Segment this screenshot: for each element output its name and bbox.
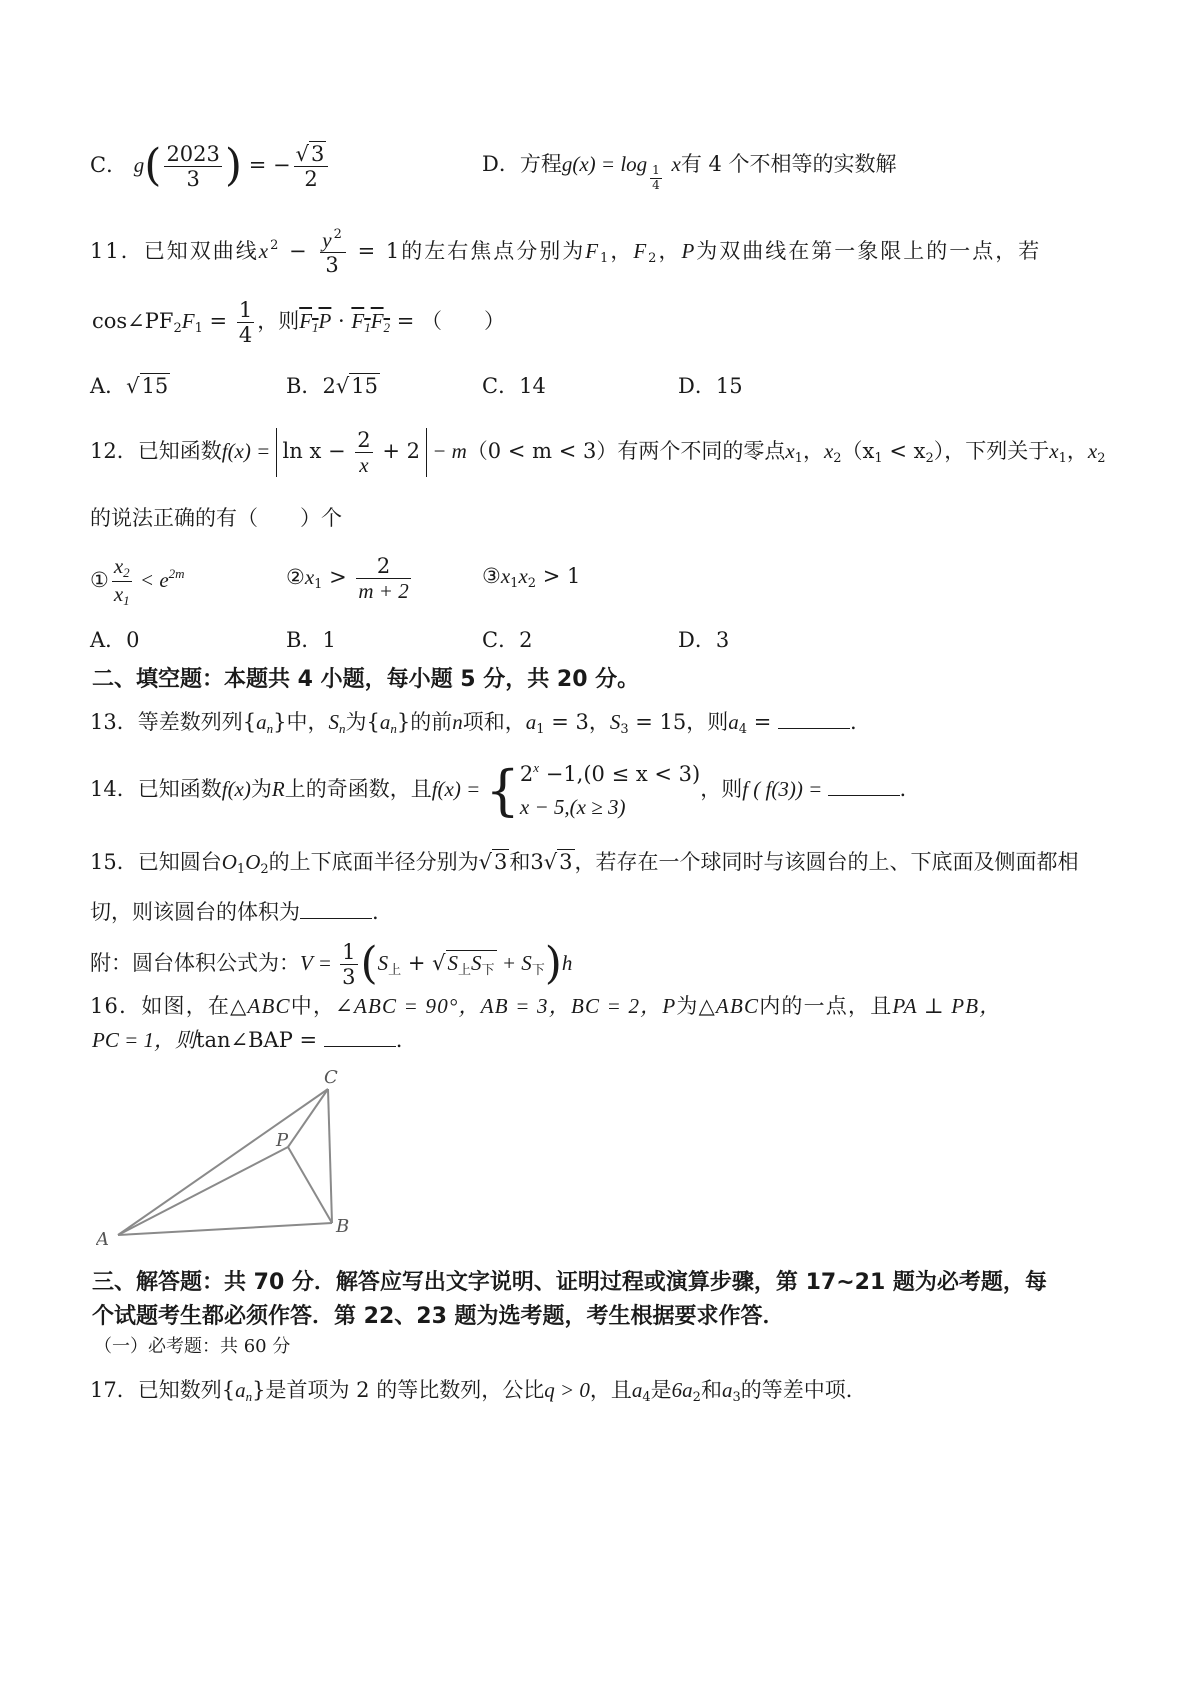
- option-c: [90, 140, 331, 193]
- math-text: O: [221, 850, 237, 874]
- fraction-denominator: m + 2: [358, 579, 409, 604]
- math-text: P: [662, 994, 677, 1018]
- statement-2: $②x_1$ > $\frac{2}{m + 2}$: [286, 554, 409, 604]
- option-label: C．: [482, 628, 520, 652]
- math-text: + S: [496, 950, 532, 975]
- math-text: S: [609, 710, 621, 734]
- label-b: B: [336, 1216, 350, 1237]
- math-text: △ABC: [698, 994, 760, 1018]
- option-label: A．: [90, 628, 127, 652]
- math-text: x: [785, 439, 795, 464]
- statement-1: [90, 554, 185, 609]
- set-brace: }: [396, 710, 411, 734]
- math-text: V =: [300, 950, 338, 975]
- text: ，则: [700, 777, 743, 802]
- question-number: 15．: [90, 850, 138, 874]
- text: 已知数列: [137, 1378, 222, 1402]
- option-a: [90, 628, 140, 653]
- text: 中，: [286, 710, 329, 734]
- fraction: [355, 428, 372, 477]
- vector-f1f2: $F_1F_2$: [351, 309, 391, 336]
- question-17: 17．已知数列$\{a_n\}$是首项为 2 的等比数列，公比q > 0，且$a_4$是$6a_2$和$a_3$的等差中项．: [90, 1378, 867, 1405]
- radicand: 15: [351, 374, 378, 398]
- fraction: [112, 554, 132, 609]
- text: （一）必考题：共 60 分: [94, 1336, 291, 1357]
- radicand: 3: [311, 141, 325, 166]
- subscript: 下: [481, 962, 495, 978]
- math-text: < x: [882, 439, 926, 464]
- fraction-denominator: x: [359, 453, 369, 478]
- set-brace: {: [242, 710, 257, 734]
- option-value: 0: [126, 628, 140, 652]
- option-c: [482, 374, 546, 399]
- question-11-line-1: 11．已知双曲线$x^2$ − $\frac{y^2}{3}$ = 1的左右焦点分别为$F_1$，$F_2$，P为双曲线在第一象限上的一点，若: [90, 227, 1042, 278]
- math-text: S: [447, 950, 459, 975]
- option-label: D．: [678, 628, 716, 652]
- math-text: = 3，: [544, 710, 610, 734]
- fraction-numerator: 2: [357, 428, 371, 452]
- text: ，: [802, 439, 824, 464]
- subscript: 上: [458, 962, 472, 978]
- math-text: f(x) =: [431, 777, 486, 802]
- paren: ): [224, 140, 243, 191]
- section-3-heading-line-2: 个试题考生都必须作答．第 22、23 题为选考题，考生根据要求作答．: [92, 1304, 785, 1329]
- paren: (: [360, 938, 378, 989]
- subscript: 上: [388, 962, 402, 978]
- math-text: x: [113, 581, 124, 606]
- option-d: [678, 374, 743, 399]
- question-16-line-2: [92, 1028, 402, 1053]
- text: ，: [1066, 439, 1088, 464]
- question-number: 16．: [90, 994, 142, 1018]
- math-text: a: [721, 1378, 733, 1402]
- math-text: ln x −: [282, 439, 353, 464]
- math-text: −1,(0 ≤ x < 3): [539, 762, 701, 786]
- statement-mark: ③: [482, 564, 501, 588]
- fraction-numerator: 1: [238, 298, 253, 322]
- exponent: 2m: [168, 565, 185, 581]
- math-text: x: [671, 152, 681, 176]
- question-12-line-1: 12．已知函数f(x) = ln x − $\frac{2}{x}$ + 2 − m（0 < m < 3）有两个不同的零点$x_1$，$x_2(x_1 < x_2)$，下列关于$x_1$，$x_2$: [90, 428, 1106, 478]
- segment-pb: [288, 1147, 332, 1223]
- question-15-line-2: [90, 900, 379, 925]
- math-text: F: [585, 239, 601, 264]
- option-label: B．: [286, 374, 323, 398]
- math-text: F: [299, 309, 313, 334]
- text: 为: [345, 710, 367, 734]
- math-text: a: [525, 710, 537, 734]
- label-a: A: [96, 1229, 109, 1250]
- text: .: [395, 1028, 403, 1052]
- text: = （ ）: [390, 309, 505, 334]
- text: 内的一点，且: [759, 994, 893, 1018]
- fraction: [340, 940, 357, 989]
- math-text: n: [452, 710, 463, 734]
- vector-f1p: $F_1P$: [299, 309, 332, 336]
- segment-pa: [118, 1147, 288, 1235]
- edge-cb: [328, 1089, 332, 1223]
- text: 和: [509, 850, 531, 874]
- set-brace: }: [273, 710, 287, 734]
- math-text: R: [271, 777, 285, 802]
- option-label: C．: [90, 152, 128, 177]
- math-text: O: [245, 850, 261, 874]
- paren: ): [544, 938, 562, 989]
- math-text: BC = 2，: [570, 994, 663, 1018]
- math-text: x: [518, 564, 528, 588]
- fraction-denominator: 4: [652, 178, 660, 192]
- text: 等差数列列: [137, 710, 243, 734]
- math-text: 3: [530, 850, 544, 874]
- option-value: 14: [519, 374, 546, 398]
- text: 项和，: [462, 710, 526, 734]
- math-text: = −: [248, 152, 291, 177]
- math-text: P: [681, 239, 697, 264]
- math-text: − m: [426, 439, 467, 464]
- math-text: x: [823, 439, 834, 464]
- fraction-numerator: $y^2$: [322, 227, 344, 252]
- text: ，: [658, 239, 682, 264]
- answer-blank[interactable]: [300, 904, 372, 919]
- text: 已知函数: [137, 777, 222, 802]
- question-12-line-2: 的说法正确的有（ ）个: [90, 506, 342, 530]
- set-brace: {: [366, 710, 380, 734]
- text: 方程: [519, 152, 562, 176]
- math-text: −: [280, 239, 318, 264]
- fraction-denominator: 3: [325, 253, 341, 278]
- text: ，: [610, 239, 634, 264]
- set-brace: {: [221, 1378, 236, 1402]
- math-text: >: [322, 565, 354, 590]
- segment-pc: [288, 1089, 328, 1147]
- math-text: S: [471, 950, 482, 975]
- math-text: g: [133, 152, 145, 177]
- option-value: 15: [715, 374, 743, 398]
- option-d: [678, 628, 729, 653]
- text: .: [372, 900, 379, 924]
- section-2-heading: 二、填空题：本题共 4 小题，每小题 5 分，共 20 分。: [92, 667, 640, 692]
- math-text: = 1: [348, 239, 402, 264]
- subsection-required: [94, 1336, 290, 1358]
- text: ，若存在一个球同时与该圆台的上、下底面及侧面都相: [574, 850, 1079, 874]
- text: ，则: [257, 309, 300, 334]
- math-text: =: [747, 710, 779, 734]
- question-15-line-1: 15．已知圆台$O_1O_2$的上下底面半径分别为√3和3√3，若存在一个球同时与该圆台的上、下底面及侧面都相: [90, 850, 1079, 877]
- fraction-denominator: 3: [186, 166, 200, 191]
- text: 已知双曲线: [143, 239, 259, 264]
- math-text: 6a: [671, 1378, 693, 1402]
- label-c: C: [324, 1067, 338, 1088]
- radicand: 3: [494, 850, 508, 874]
- fraction: [294, 142, 329, 191]
- case-2: x − 5,(x ≥ 3): [519, 794, 626, 819]
- paren: (: [144, 140, 162, 191]
- fraction-numerator: 2: [356, 554, 410, 579]
- fraction: [237, 298, 254, 347]
- text: 和: [700, 1378, 722, 1402]
- math-text: x: [304, 565, 315, 590]
- math-text: a: [728, 710, 739, 734]
- math-text: f ( f(3)) =: [742, 777, 828, 802]
- text: 有两个不同的零点: [617, 439, 786, 464]
- exponent: x: [533, 760, 540, 775]
- fraction: [320, 228, 346, 277]
- option-value: 3: [715, 628, 730, 652]
- fraction-numerator: $x_2$: [113, 554, 130, 580]
- text: 有 4 个不相等的实数解: [680, 152, 897, 176]
- math-text: = 15，则: [628, 710, 729, 734]
- math-text: q > 0: [544, 1378, 590, 1402]
- math-text: x: [1049, 439, 1059, 464]
- math-text: PC = 1，则: [92, 1028, 197, 1052]
- fraction: [164, 142, 221, 191]
- question-number: 17．: [90, 1378, 138, 1402]
- text: 已知圆台: [137, 850, 222, 874]
- option-label: D．: [482, 152, 520, 176]
- text: 中，: [290, 994, 336, 1018]
- math-text: F: [633, 239, 649, 264]
- case-1: [520, 758, 700, 791]
- set-brace: }: [252, 1378, 266, 1402]
- math-text: S: [377, 950, 389, 975]
- option-label: B．: [286, 628, 323, 652]
- math-text: P: [318, 309, 332, 334]
- answer-blank[interactable]: [828, 781, 900, 796]
- text: 已知函数: [137, 439, 222, 464]
- math-text: ）: [933, 439, 945, 464]
- question-16-line-1: [90, 994, 1001, 1019]
- text: 为双曲线在第一象限上的一点，若: [696, 239, 1042, 264]
- text: 切，则该圆台的体积为: [90, 900, 300, 924]
- absolute-value: [276, 428, 427, 477]
- math-text: < e: [134, 567, 169, 592]
- fraction-numerator: √3: [294, 142, 329, 167]
- option-a: A．√15: [90, 374, 169, 398]
- text: ，下列关于: [944, 439, 1050, 464]
- math-text: x: [113, 554, 124, 578]
- math-text: cos∠PF: [92, 309, 174, 334]
- text: .: [899, 777, 907, 802]
- question-number: 11．: [90, 239, 144, 264]
- option-value: 1: [322, 628, 336, 652]
- answer-blank[interactable]: [324, 1032, 396, 1047]
- fraction-denominator: $x_1$: [113, 581, 130, 608]
- text: 为: [676, 994, 699, 1018]
- math-text: F: [181, 309, 195, 334]
- math-text: ·: [331, 309, 352, 334]
- math-text: + 2: [375, 439, 420, 464]
- math-text: h: [561, 950, 573, 975]
- math-text: AB = 3，: [480, 994, 571, 1018]
- subscript: 下: [531, 962, 545, 978]
- text: 的等差中项．: [740, 1378, 867, 1402]
- question-number: 12．: [90, 439, 138, 464]
- answer-blank[interactable]: [778, 714, 850, 729]
- math-text: （x: [841, 439, 875, 464]
- fraction-denominator: 3: [342, 964, 356, 989]
- question-number: 13．: [90, 710, 138, 734]
- fraction-numerator: 1: [342, 939, 356, 964]
- label-p: P: [276, 1130, 289, 1151]
- radicand: 15: [141, 374, 169, 398]
- condition: （0 < m < 3）: [466, 439, 618, 464]
- math-text: F: [370, 309, 384, 334]
- math-text: y: [322, 228, 334, 252]
- question-14: [90, 758, 906, 823]
- math-text: S: [328, 710, 339, 734]
- radicand: [446, 950, 497, 978]
- option-c: [482, 628, 532, 653]
- text: 是首项为 2 的等比数列，公比: [265, 1378, 545, 1402]
- math-text: > 1: [536, 564, 581, 588]
- question-12-statements: [90, 554, 790, 614]
- text: 的前: [410, 710, 453, 734]
- math-text: ∠ABC = 90°，: [335, 994, 481, 1018]
- option-value: 2: [519, 628, 533, 652]
- statement-mark: ②: [286, 565, 305, 590]
- fraction-numerator: 2023: [166, 141, 220, 166]
- section-3-heading-line-1: 三、解答题：共 70 分．解答应写出文字说明、证明过程或演算步骤，第 17~21 题为必考题，每: [92, 1270, 1047, 1295]
- math-text: △ABC: [230, 994, 291, 1018]
- option-label: A．: [90, 374, 127, 398]
- math-text: F: [351, 309, 365, 334]
- triangle-figure: [96, 1065, 386, 1255]
- question-15-formula: 附：圆台体积公式为：V = $\frac{1}{3}$ $(S_上 + √S_上S_下 + S_下)h$: [90, 938, 573, 989]
- piecewise-cases: [520, 758, 700, 823]
- math-text: g(x) = log: [561, 152, 648, 176]
- text: 如图，在: [141, 994, 231, 1018]
- math-text: a: [235, 1378, 246, 1402]
- option-b: B．2√15: [286, 374, 378, 398]
- math-text: 2: [519, 762, 534, 786]
- math-text: a: [256, 710, 267, 734]
- math-text: a: [631, 1378, 643, 1402]
- math-text: PA ⊥ PB，: [892, 994, 1002, 1018]
- fraction-denominator: 4: [238, 323, 253, 348]
- math-text: +: [401, 950, 433, 975]
- math-text: f(x): [221, 777, 251, 802]
- math-text: a: [379, 710, 391, 734]
- question-number: 14．: [90, 777, 138, 802]
- math-text: x: [1087, 439, 1098, 464]
- edge-ab: [118, 1223, 332, 1235]
- text: 上的奇函数，且: [284, 777, 432, 802]
- fraction-numerator: 1: [652, 163, 660, 178]
- math-text: f(x) =: [221, 439, 276, 464]
- option-label: D．: [678, 374, 716, 398]
- question-13: 13．等差数列列$\{a_n\}$中，$S_n$为$\{a_n\}$的前n项和，$a_1 = 3$，$S_3 = 15$，则$a_4$ = .: [90, 710, 857, 737]
- piecewise-brace: {: [485, 758, 520, 822]
- math-text: 2: [322, 374, 336, 398]
- math-text: x: [258, 239, 271, 264]
- option-label: C．: [482, 374, 520, 398]
- fraction: [356, 554, 410, 603]
- option-d: [482, 152, 897, 193]
- text: 是: [650, 1378, 672, 1402]
- fraction-denominator: 2: [304, 166, 318, 191]
- text: 的左右焦点分别为: [401, 239, 586, 264]
- math-text: tan∠BAP =: [196, 1028, 324, 1052]
- text: ，且: [589, 1378, 632, 1402]
- statement-3: $③x_1x_2 > 1$: [482, 564, 581, 591]
- text: 附：圆台体积公式为：: [90, 950, 300, 975]
- question-11-line-2: $\cos\angle PF_2F_1$ = $\frac{1}{4}$ ，则$F_1P \cdot F_1F_2$ = （ ）: [92, 298, 505, 348]
- statement-mark: ①: [90, 567, 109, 592]
- radicand: 3: [559, 850, 573, 874]
- text: 为: [250, 777, 272, 802]
- math-text: x: [500, 564, 511, 588]
- text: 的上下底面半径分别为: [268, 850, 479, 874]
- option-b: [286, 628, 336, 653]
- text: .: [850, 710, 857, 734]
- math-text: =: [202, 309, 234, 334]
- log-base: [650, 164, 662, 193]
